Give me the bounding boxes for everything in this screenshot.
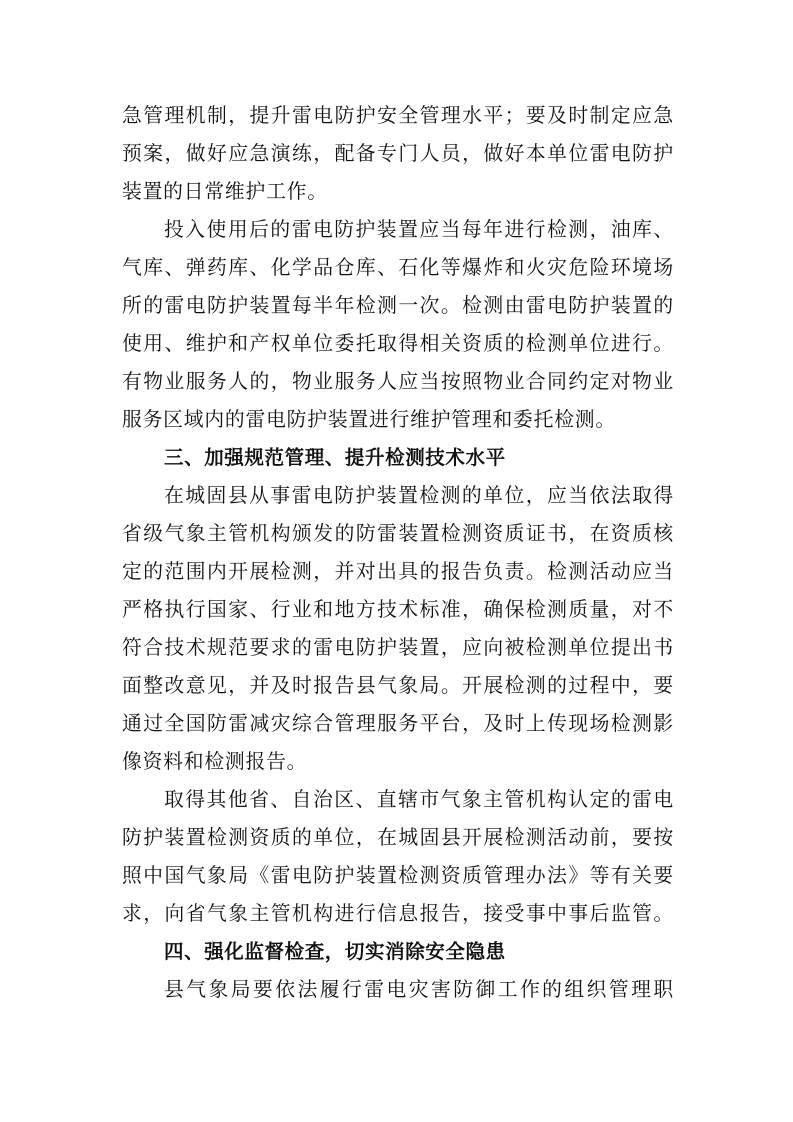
paragraph-line: 装置的日常维护工作。 [122,180,328,203]
paragraph-line: 预案，做好应急演练，配备专门人员，做好本单位雷电防护 [122,142,674,165]
paragraph-line: 定的范围内开展检测，并对出具的报告负责。检测活动应当 [122,560,674,583]
paragraph-line: 在城固县从事雷电防护装置检测的单位，应当依法取得 [164,484,674,507]
paragraph-line: 照中国气象局《雷电防护装置检测资质管理办法》等有关要 [122,864,674,887]
paragraph-line: 防护装置检测资质的单位，在城固县开展检测活动前，要按 [122,826,674,849]
paragraph-line: 投入使用后的雷电防护装置应当每年进行检测，油库、 [164,218,674,241]
paragraph-line: 像资料和检测报告。 [122,750,308,773]
paragraph-line: 符合技术规范要求的雷电防护装置，应向被检测单位提出书 [122,636,674,659]
paragraph-line: 求，向省气象主管机构进行信息报告，接受事中事后监管。 [122,902,674,925]
document-body [122,97,674,1009]
paragraph-line: 取得其他省、自治区、直辖市气象主管机构认定的雷电 [164,788,674,811]
paragraph-line: 省级气象主管机构颁发的防雷装置检测资质证书，在资质核 [122,522,674,545]
paragraph-line: 严格执行国家、行业和地方技术标准，确保检测质量，对不 [122,598,674,621]
paragraph-line: 通过全国防雷减灾综合管理服务平台，及时上传现场检测影 [122,712,674,735]
paragraph-line: 使用、维护和产权单位委托取得相关资质的检测单位进行。 [122,332,674,355]
paragraph-line: 服务区域内的雷电防护装置进行维护管理和委托检测。 [122,408,616,431]
paragraph-line: 所的雷电防护装置每半年检测一次。检测由雷电防护装置的 [122,294,674,317]
paragraph-line: 有物业服务人的，物业服务人应当按照物业合同约定对物业 [122,370,674,393]
paragraph-line: 面整改意见，并及时报告县气象局。开展检测的过程中，要 [122,674,674,697]
paragraph-line: 县气象局要依法履行雷电灾害防御工作的组织管理职 [164,978,674,1001]
section-heading: 四、强化监督检查，切实消除安全隐患 [164,940,506,963]
section-heading: 三、加强规范管理、提升检测技术水平 [164,446,506,469]
paragraph-line: 气库、弹药库、化学品仓库、石化等爆炸和火灾危险环境场 [122,256,674,279]
paragraph-line: 急管理机制，提升雷电防护安全管理水平；要及时制定应急 [122,104,674,127]
